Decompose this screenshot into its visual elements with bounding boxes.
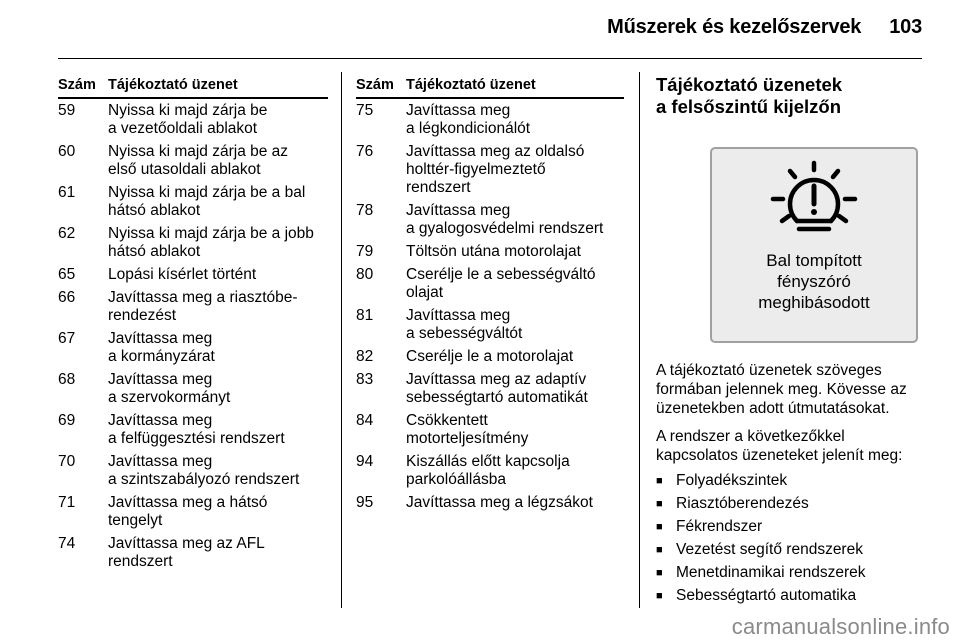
table-row [356,453,624,489]
table-row [58,143,328,179]
section-title: Tájékoztató üzenetek a felsőszintű kijelzőn [656,74,843,117]
message-text: Javíttassa meg a gyalogosvédelmi rendszert [406,202,604,237]
message-text: Csökkentett motorteljesítmény [406,412,529,447]
list-item [656,495,924,513]
message-number: 78 [356,202,374,219]
message-text: Töltsön utána motorolajat [406,243,581,260]
message-number: 79 [356,243,374,260]
message-number: 74 [58,535,76,552]
paragraph-list-intro: A rendszer a következőkkel kapcsolatos üzeneteket jelenít meg: [656,428,903,464]
square-bullet-icon: ■ [656,544,663,556]
message-table-column-2 [356,76,624,517]
list-item [656,472,924,490]
header-number: Szám [58,77,96,93]
message-text: Nyissa ki majd zárja be a vezetőoldali ablakot [108,102,268,137]
message-number: 65 [58,266,76,283]
table-row [356,412,624,448]
message-number: 81 [356,307,374,324]
header-message: Tájékoztató üzenet [108,77,238,93]
message-text: Nyissa ki majd zárja be a jobb hátsó ablakot [108,225,314,260]
table-row [58,266,328,284]
message-number: 67 [58,330,76,347]
table-row [58,225,328,261]
table-row [58,371,328,407]
table-row [356,102,624,138]
list-item-text: Folyadékszintek [676,472,788,489]
message-text: Nyissa ki majd zárja be a bal hátsó ablakot [108,184,306,219]
message-number: 84 [356,412,374,429]
message-number: 59 [58,102,76,119]
message-number: 71 [58,494,76,511]
message-text: Javíttassa meg az oldalsó holttér-figyelmeztető rendszert [406,143,585,196]
message-number: 76 [356,143,374,160]
message-number: 70 [58,453,76,470]
table-row [356,243,624,261]
table-row [58,453,328,489]
message-text: Cserélje le a sebességváltó olajat [406,266,596,301]
column-divider-1 [341,72,342,608]
message-text: Javíttassa meg a sebességváltót [406,307,523,342]
list-item-text: Sebességtartó automatika [676,587,857,604]
message-number: 62 [58,225,76,242]
message-table-column-1 [58,76,328,576]
message-text: Javíttassa meg a szervokormányt [108,371,231,406]
message-number: 60 [58,143,76,160]
square-bullet-icon: ■ [656,590,663,602]
message-number: 68 [58,371,76,388]
message-text: Javíttassa meg a szintszabályozó rendszert [108,453,300,488]
page-header [0,16,922,39]
square-bullet-icon: ■ [656,498,663,510]
table-row [58,330,328,366]
message-text: Kiszállás előtt kapcsolja parkolóállásba [406,453,570,488]
message-text: Javíttassa meg a hátsó tengelyt [108,494,268,529]
page-number: 103 [889,16,922,38]
message-number: 82 [356,348,374,365]
list-item [656,518,924,536]
message-number: 61 [58,184,76,201]
headlight-warning-icon [761,159,867,239]
message-text: Javíttassa meg a légkondicionálót [406,102,531,137]
message-text: Javíttassa meg a kormányzárat [108,330,215,365]
square-bullet-icon: ■ [656,521,663,533]
table-row [356,348,624,366]
info-section [656,76,924,610]
message-text: Javíttassa meg a légzsákot [406,494,593,511]
message-text: Nyissa ki majd zárja be az első utasoldali ablakot [108,143,289,178]
message-number: 94 [356,453,374,470]
list-item-text: Vezetést segítő rendszerek [676,541,863,558]
list-item-text: Fékrendszer [676,518,763,535]
table-row [58,412,328,448]
table-row [356,307,624,343]
message-text: Javíttassa meg az AFL rendszert [108,535,265,570]
message-text: Javíttassa meg az adaptív sebességtartó automatikát [406,371,588,406]
message-number: 80 [356,266,374,283]
table-row [58,289,328,325]
header-divider [58,58,922,59]
table-row [58,494,328,530]
table-row [356,494,624,512]
table-row [356,202,624,238]
table-header [58,76,328,99]
table-body [58,102,328,571]
column-divider-2 [639,72,640,608]
square-bullet-icon: ■ [656,567,663,579]
list-item-text: Riasztóberendezés [676,495,809,512]
list-item [656,541,924,559]
list-item [656,564,924,582]
message-category-list [656,472,924,605]
table-row [58,535,328,571]
message-text: Cserélje le a motorolajat [406,348,574,365]
page-title: Műszerek és kezelőszervek [607,16,862,38]
table-body [356,102,624,512]
square-bullet-icon: ■ [656,475,663,487]
message-text: Javíttassa meg a riasztóbe- rendezést [108,289,298,324]
table-row [356,371,624,407]
table-row [58,184,328,220]
table-row [356,143,624,197]
message-number: 69 [58,412,76,429]
message-number: 95 [356,494,374,511]
message-number: 66 [58,289,76,306]
header-message: Tájékoztató üzenet [406,77,536,93]
message-number: 75 [356,102,374,119]
paragraph-intro: A tájékoztató üzenetek szöveges formában jelennek meg. Kövesse az üzenetekben adott útmutatásokat. [656,362,907,417]
header-number: Szám [356,77,394,93]
display-message: Bal tompított fényszóró meghibásodott [758,251,870,312]
message-text: Javíttassa meg a felfüggesztési rendszert [108,412,285,447]
watermark: carmanualsonline.info [731,614,950,639]
message-text: Lopási kísérlet történt [108,266,257,283]
list-item-text: Menetdinamikai rendszerek [676,564,866,581]
table-row [356,266,624,302]
driver-info-display [710,147,918,343]
table-row [58,102,328,138]
list-item [656,587,924,605]
message-number: 83 [356,371,374,388]
table-header [356,76,624,99]
